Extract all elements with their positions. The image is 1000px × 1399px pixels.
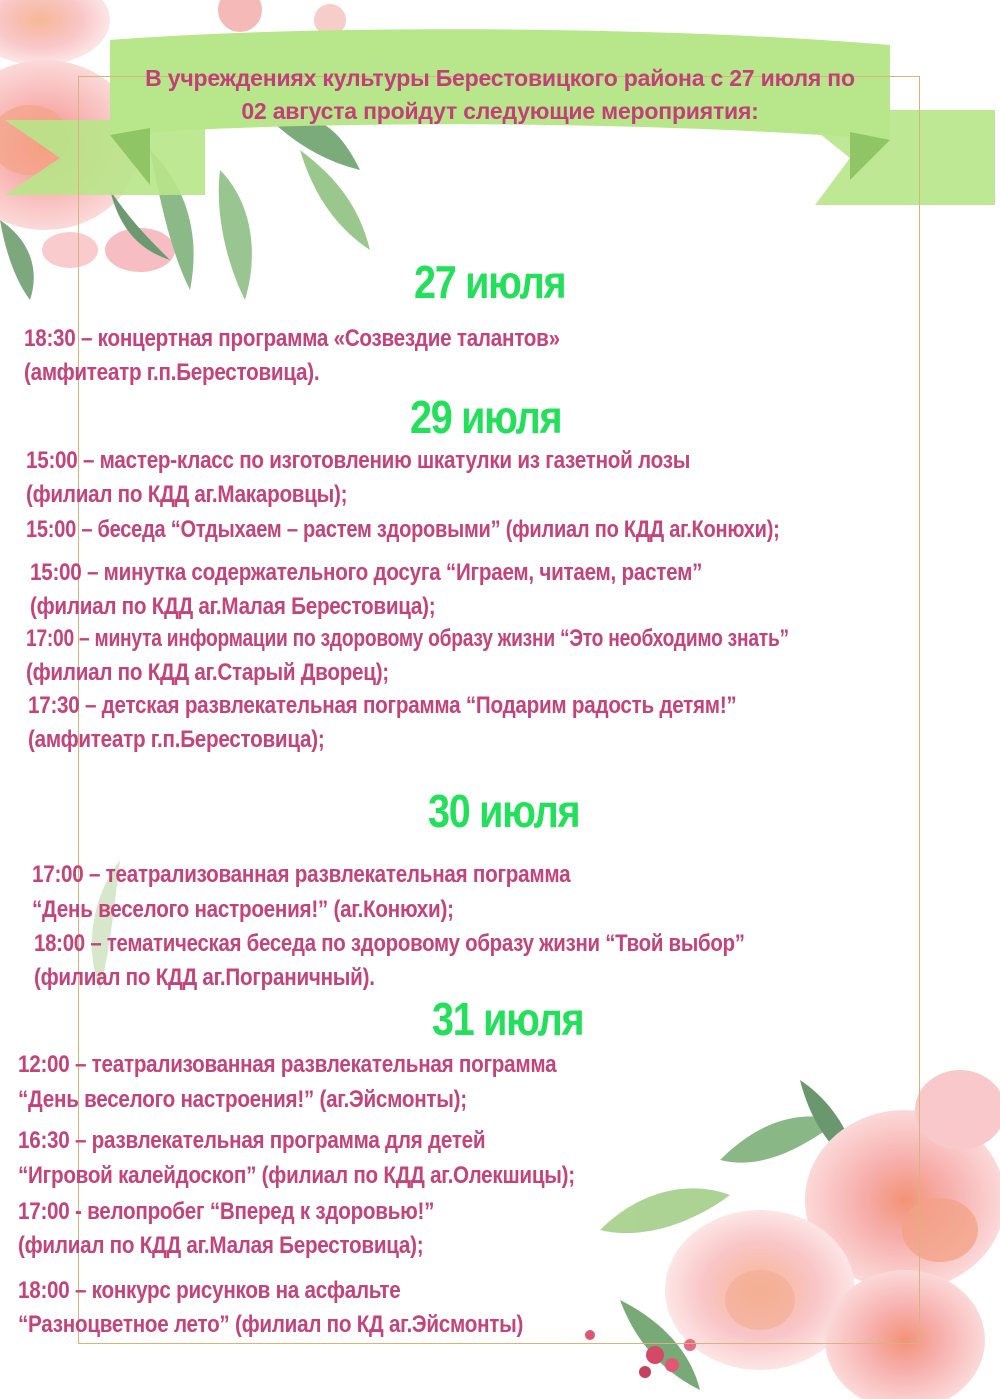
event-line: 17:00 – театрализованная развлекательная пограмма [32, 861, 571, 888]
event-line: (филиал по КДД аг.Пограничный). [34, 964, 375, 991]
event-line: (филиал по КДД аг.Малая Берестовица); [18, 1232, 424, 1259]
event-line: “Игровой калейдоскоп” (филиал по КДД аг.Олекшицы); [18, 1162, 575, 1189]
date-heading: 29 июля [410, 391, 562, 443]
event-line: (амфитеатр г.п.Берестовица); [28, 726, 325, 753]
event-line: 16:30 – развлекательная программа для детей [18, 1127, 486, 1154]
header-line-2: 02 августа пройдут следующие мероприятия: [241, 98, 759, 124]
date-heading: 31 июля [432, 993, 584, 1045]
event-line: (филиал по КДД аг.Малая Берестовица); [30, 593, 436, 620]
header-line-1: В учреждениях культуры Берестовицкого района с 27 июля по [145, 65, 855, 91]
event-line: 15:00 – минутка содержательного досуга “Играем, читаем, растем” [30, 559, 703, 586]
event-line: 17:00 – минута информации по здоровому образу жизни “Это необходимо знать” [26, 625, 789, 652]
event-line: (филиал по КДД аг.Макаровцы); [26, 481, 348, 508]
date-heading: 30 июля [428, 785, 580, 837]
header-banner [110, 62, 890, 128]
event-line: 15:00 – беседа “Отдыхаем – растем здоровыми” (филиал по КДД аг.Конюхи); [26, 516, 780, 543]
event-line: 18:00 – конкурс рисунков на асфальте [18, 1277, 401, 1304]
event-line: 12:00 – театрализованная развлекательная пограмма [18, 1051, 557, 1078]
event-line: 17:30 – детская развлекательная пограмма “Подарим радость детям!” [28, 692, 737, 719]
event-line: (амфитеатр г.п.Берестовица). [24, 359, 320, 386]
event-line: 18:30 – концертная программа «Созвездие талантов» [24, 325, 560, 352]
event-line: 17:00 - велопробег “Вперед к здоровью!” [18, 1198, 435, 1225]
date-heading: 27 июля [414, 256, 566, 308]
event-line: 18:00 – тематическая беседа по здоровому образу жизни “Твой выбор” [34, 930, 745, 957]
event-line: “День веселого настроения!” (аг.Конюхи); [32, 896, 454, 923]
event-line: 15:00 – мастер-класс по изготовлению шкатулки из газетной лозы [26, 447, 691, 474]
event-line: (филиал по КДД аг.Старый Дворец); [26, 659, 389, 686]
event-line: “День веселого настроения!” (аг.Эйсмонты); [18, 1086, 467, 1113]
event-line: “Разноцветное лето” (филиал по КД аг.Эйсмонты) [18, 1311, 524, 1338]
